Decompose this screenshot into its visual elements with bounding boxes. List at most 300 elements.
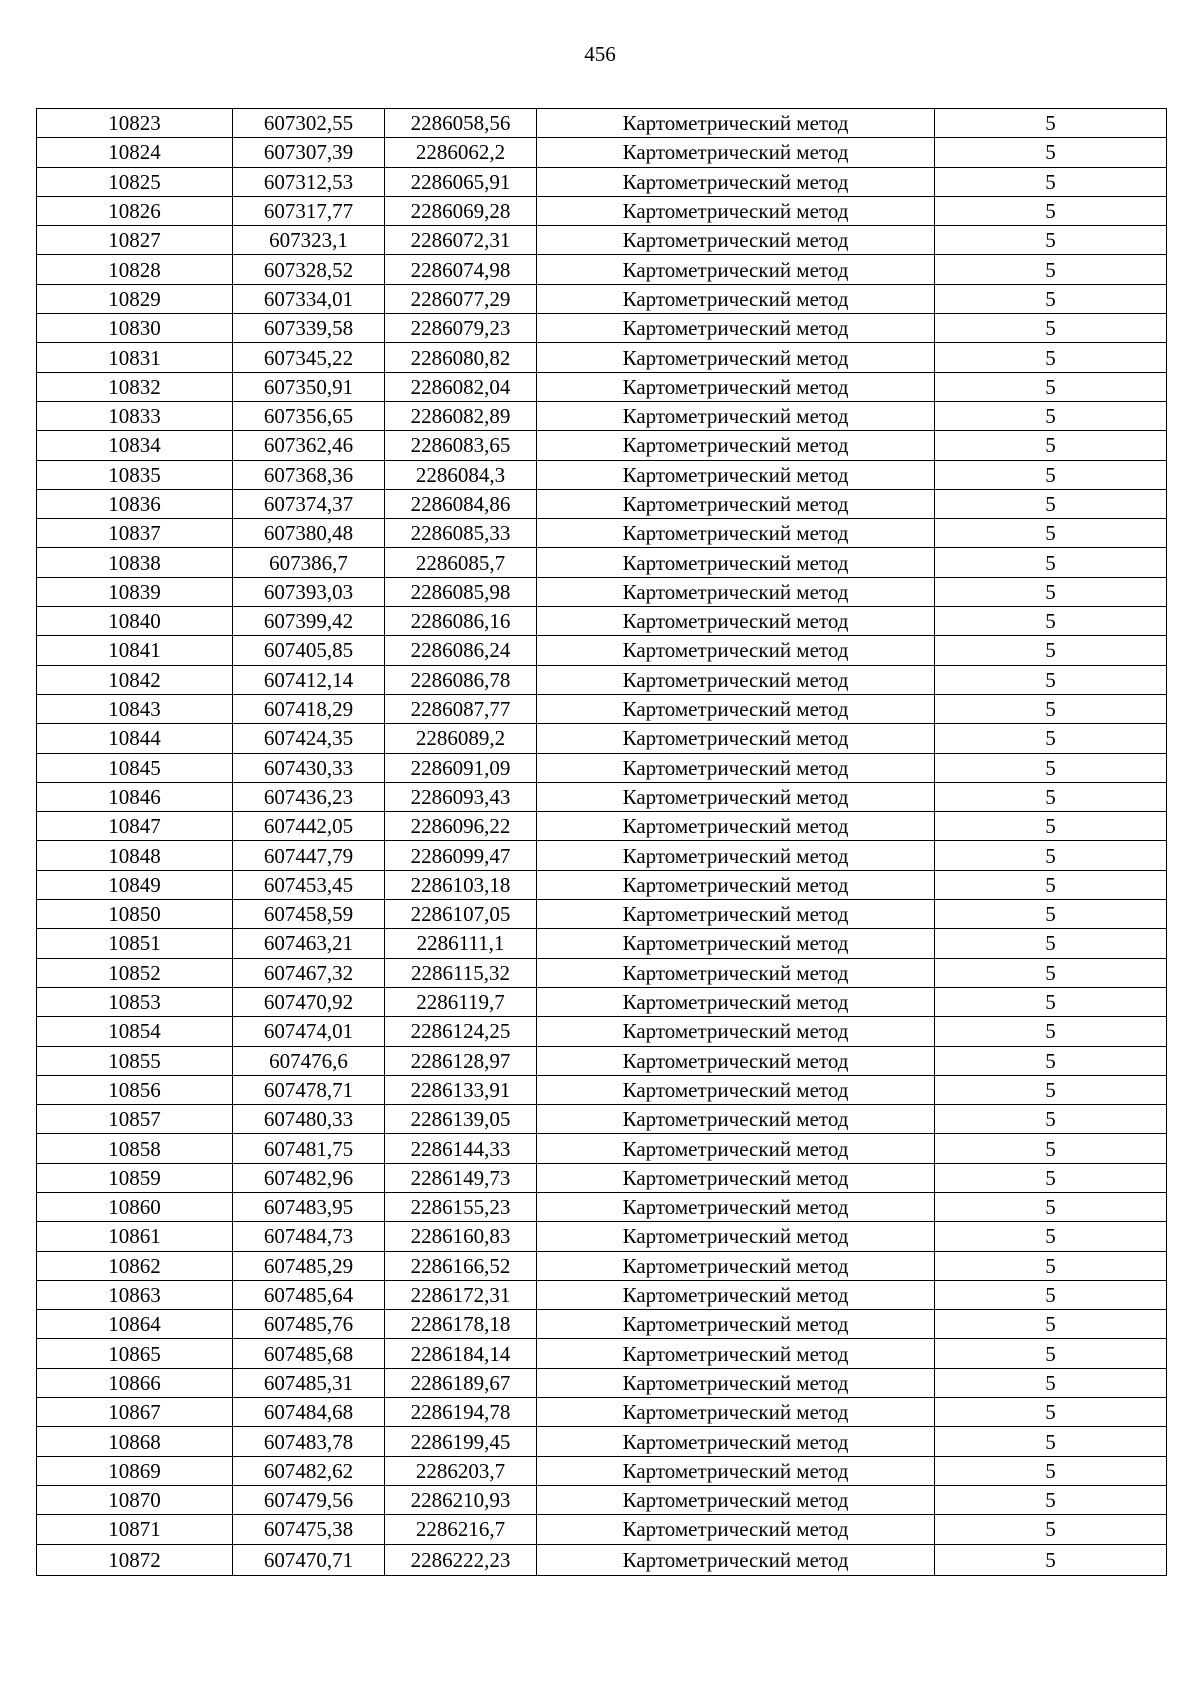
y-coordinate-cell: 2286189,67	[385, 1368, 537, 1397]
accuracy-cell: 5	[935, 812, 1167, 841]
method-cell: Картометрический метод	[537, 1368, 935, 1397]
point-number-cell: 10857	[37, 1105, 233, 1134]
y-coordinate-cell: 2286178,18	[385, 1310, 537, 1339]
point-number-cell: 10846	[37, 782, 233, 811]
method-cell: Картометрический метод	[537, 1339, 935, 1368]
y-coordinate-cell: 2286096,22	[385, 812, 537, 841]
table-row	[37, 372, 1167, 401]
method-cell: Картометрический метод	[537, 548, 935, 577]
method-cell: Картометрический метод	[537, 372, 935, 401]
x-coordinate-cell: 607447,79	[233, 841, 385, 870]
table-row	[37, 548, 1167, 577]
accuracy-cell: 5	[935, 489, 1167, 518]
y-coordinate-cell: 2286144,33	[385, 1134, 537, 1163]
point-number-cell: 10869	[37, 1456, 233, 1485]
table-row	[37, 1075, 1167, 1104]
y-coordinate-cell: 2286139,05	[385, 1105, 537, 1134]
x-coordinate-cell: 607393,03	[233, 577, 385, 606]
y-coordinate-cell: 2286089,2	[385, 724, 537, 753]
accuracy-cell: 5	[935, 1163, 1167, 1192]
x-coordinate-cell: 607478,71	[233, 1075, 385, 1104]
y-coordinate-cell: 2286065,91	[385, 167, 537, 196]
method-cell: Картометрический метод	[537, 1192, 935, 1221]
point-number-cell: 10871	[37, 1515, 233, 1544]
x-coordinate-cell: 607368,36	[233, 460, 385, 489]
x-coordinate-cell: 607307,39	[233, 138, 385, 167]
y-coordinate-cell: 2286074,98	[385, 255, 537, 284]
table-row	[37, 1515, 1167, 1544]
accuracy-cell: 5	[935, 1310, 1167, 1339]
point-number-cell: 10832	[37, 372, 233, 401]
accuracy-cell: 5	[935, 1515, 1167, 1544]
table-row	[37, 724, 1167, 753]
y-coordinate-cell: 2286087,77	[385, 694, 537, 723]
x-coordinate-cell: 607481,75	[233, 1134, 385, 1163]
method-cell: Картометрический метод	[537, 607, 935, 636]
accuracy-cell: 5	[935, 782, 1167, 811]
point-number-cell: 10860	[37, 1192, 233, 1221]
table-row	[37, 109, 1167, 138]
point-number-cell: 10861	[37, 1222, 233, 1251]
method-cell: Картометрический метод	[537, 1485, 935, 1514]
method-cell: Картометрический метод	[537, 900, 935, 929]
point-number-cell: 10830	[37, 314, 233, 343]
point-number-cell: 10865	[37, 1339, 233, 1368]
table-row	[37, 812, 1167, 841]
table-row	[37, 489, 1167, 518]
x-coordinate-cell: 607484,68	[233, 1398, 385, 1427]
x-coordinate-cell: 607467,32	[233, 958, 385, 987]
accuracy-cell: 5	[935, 1544, 1167, 1575]
y-coordinate-cell: 2286082,89	[385, 401, 537, 430]
x-coordinate-cell: 607312,53	[233, 167, 385, 196]
point-number-cell: 10823	[37, 109, 233, 138]
table-row	[37, 900, 1167, 929]
accuracy-cell: 5	[935, 548, 1167, 577]
y-coordinate-cell: 2286160,83	[385, 1222, 537, 1251]
y-coordinate-cell: 2286082,04	[385, 372, 537, 401]
y-coordinate-cell: 2286194,78	[385, 1398, 537, 1427]
x-coordinate-cell: 607480,33	[233, 1105, 385, 1134]
table-row	[37, 314, 1167, 343]
accuracy-cell: 5	[935, 343, 1167, 372]
accuracy-cell: 5	[935, 1339, 1167, 1368]
method-cell: Картометрический метод	[537, 489, 935, 518]
x-coordinate-cell: 607334,01	[233, 284, 385, 313]
method-cell: Картометрический метод	[537, 314, 935, 343]
x-coordinate-cell: 607418,29	[233, 694, 385, 723]
method-cell: Картометрический метод	[537, 1398, 935, 1427]
accuracy-cell: 5	[935, 1456, 1167, 1485]
point-number-cell: 10828	[37, 255, 233, 284]
point-number-cell: 10835	[37, 460, 233, 489]
accuracy-cell: 5	[935, 255, 1167, 284]
x-coordinate-cell: 607399,42	[233, 607, 385, 636]
y-coordinate-cell: 2286086,16	[385, 607, 537, 636]
accuracy-cell: 5	[935, 665, 1167, 694]
method-cell: Картометрический метод	[537, 1075, 935, 1104]
x-coordinate-cell: 607483,95	[233, 1192, 385, 1221]
y-coordinate-cell: 2286133,91	[385, 1075, 537, 1104]
accuracy-cell: 5	[935, 284, 1167, 313]
accuracy-cell: 5	[935, 109, 1167, 138]
y-coordinate-cell: 2286093,43	[385, 782, 537, 811]
table-row	[37, 1046, 1167, 1075]
method-cell: Картометрический метод	[537, 284, 935, 313]
method-cell: Картометрический метод	[537, 460, 935, 489]
table-row	[37, 1222, 1167, 1251]
method-cell: Картометрический метод	[537, 343, 935, 372]
x-coordinate-cell: 607470,92	[233, 987, 385, 1016]
accuracy-cell: 5	[935, 1105, 1167, 1134]
table-row	[37, 1485, 1167, 1514]
table-row	[37, 196, 1167, 225]
y-coordinate-cell: 2286080,82	[385, 343, 537, 372]
accuracy-cell: 5	[935, 519, 1167, 548]
point-number-cell: 10858	[37, 1134, 233, 1163]
point-number-cell: 10854	[37, 1017, 233, 1046]
accuracy-cell: 5	[935, 1427, 1167, 1456]
method-cell: Картометрический метод	[537, 636, 935, 665]
table-row	[37, 1192, 1167, 1221]
table-row	[37, 636, 1167, 665]
table-row	[37, 255, 1167, 284]
x-coordinate-cell: 607436,23	[233, 782, 385, 811]
method-cell: Картометрический метод	[537, 1310, 935, 1339]
point-number-cell: 10842	[37, 665, 233, 694]
method-cell: Картометрический метод	[537, 665, 935, 694]
y-coordinate-cell: 2286222,23	[385, 1544, 537, 1575]
table-row	[37, 167, 1167, 196]
x-coordinate-cell: 607412,14	[233, 665, 385, 694]
accuracy-cell: 5	[935, 636, 1167, 665]
accuracy-cell: 5	[935, 607, 1167, 636]
point-number-cell: 10849	[37, 870, 233, 899]
table-row	[37, 1368, 1167, 1397]
point-number-cell: 10859	[37, 1163, 233, 1192]
page-number: 456	[584, 42, 616, 66]
table-row	[37, 577, 1167, 606]
accuracy-cell: 5	[935, 987, 1167, 1016]
x-coordinate-cell: 607485,29	[233, 1251, 385, 1280]
method-cell: Картометрический метод	[537, 1222, 935, 1251]
method-cell: Картометрический метод	[537, 577, 935, 606]
accuracy-cell: 5	[935, 958, 1167, 987]
x-coordinate-cell: 607463,21	[233, 929, 385, 958]
accuracy-cell: 5	[935, 929, 1167, 958]
method-cell: Картометрический метод	[537, 1251, 935, 1280]
method-cell: Картометрический метод	[537, 929, 935, 958]
point-number-cell: 10844	[37, 724, 233, 753]
accuracy-cell: 5	[935, 1017, 1167, 1046]
method-cell: Картометрический метод	[537, 1280, 935, 1309]
point-number-cell: 10843	[37, 694, 233, 723]
y-coordinate-cell: 2286084,86	[385, 489, 537, 518]
x-coordinate-cell: 607424,35	[233, 724, 385, 753]
x-coordinate-cell: 607485,76	[233, 1310, 385, 1339]
accuracy-cell: 5	[935, 314, 1167, 343]
accuracy-cell: 5	[935, 870, 1167, 899]
accuracy-cell: 5	[935, 753, 1167, 782]
x-coordinate-cell: 607484,73	[233, 1222, 385, 1251]
table-row	[37, 519, 1167, 548]
x-coordinate-cell: 607345,22	[233, 343, 385, 372]
table-row	[37, 1017, 1167, 1046]
method-cell: Картометрический метод	[537, 694, 935, 723]
method-cell: Картометрический метод	[537, 1046, 935, 1075]
x-coordinate-cell: 607485,68	[233, 1339, 385, 1368]
y-coordinate-cell: 2286083,65	[385, 431, 537, 460]
y-coordinate-cell: 2286072,31	[385, 226, 537, 255]
table-row	[37, 138, 1167, 167]
y-coordinate-cell: 2286111,1	[385, 929, 537, 958]
method-cell: Картометрический метод	[537, 1134, 935, 1163]
method-cell: Картометрический метод	[537, 1427, 935, 1456]
x-coordinate-cell: 607475,38	[233, 1515, 385, 1544]
y-coordinate-cell: 2286166,52	[385, 1251, 537, 1280]
y-coordinate-cell: 2286084,3	[385, 460, 537, 489]
accuracy-cell: 5	[935, 167, 1167, 196]
accuracy-cell: 5	[935, 900, 1167, 929]
point-number-cell: 10852	[37, 958, 233, 987]
method-cell: Картометрический метод	[537, 401, 935, 430]
point-number-cell: 10855	[37, 1046, 233, 1075]
x-coordinate-cell: 607482,62	[233, 1456, 385, 1485]
point-number-cell: 10870	[37, 1485, 233, 1514]
y-coordinate-cell: 2286079,23	[385, 314, 537, 343]
table-row	[37, 343, 1167, 372]
point-number-cell: 10862	[37, 1251, 233, 1280]
table-row	[37, 1280, 1167, 1309]
table-row	[37, 987, 1167, 1016]
y-coordinate-cell: 2286099,47	[385, 841, 537, 870]
accuracy-cell: 5	[935, 694, 1167, 723]
point-number-cell: 10853	[37, 987, 233, 1016]
point-number-cell: 10847	[37, 812, 233, 841]
point-number-cell: 10863	[37, 1280, 233, 1309]
y-coordinate-cell: 2286103,18	[385, 870, 537, 899]
accuracy-cell: 5	[935, 138, 1167, 167]
x-coordinate-cell: 607474,01	[233, 1017, 385, 1046]
point-number-cell: 10850	[37, 900, 233, 929]
y-coordinate-cell: 2286155,23	[385, 1192, 537, 1221]
accuracy-cell: 5	[935, 196, 1167, 225]
x-coordinate-cell: 607442,05	[233, 812, 385, 841]
accuracy-cell: 5	[935, 1485, 1167, 1514]
accuracy-cell: 5	[935, 1398, 1167, 1427]
x-coordinate-cell: 607350,91	[233, 372, 385, 401]
point-number-cell: 10837	[37, 519, 233, 548]
point-number-cell: 10864	[37, 1310, 233, 1339]
x-coordinate-cell: 607339,58	[233, 314, 385, 343]
point-number-cell: 10838	[37, 548, 233, 577]
method-cell: Картометрический метод	[537, 1163, 935, 1192]
table-row	[37, 460, 1167, 489]
x-coordinate-cell: 607482,96	[233, 1163, 385, 1192]
accuracy-cell: 5	[935, 841, 1167, 870]
x-coordinate-cell: 607374,37	[233, 489, 385, 518]
method-cell: Картометрический метод	[537, 519, 935, 548]
point-number-cell: 10824	[37, 138, 233, 167]
x-coordinate-cell: 607479,56	[233, 1485, 385, 1514]
accuracy-cell: 5	[935, 431, 1167, 460]
method-cell: Картометрический метод	[537, 1544, 935, 1575]
y-coordinate-cell: 2286062,2	[385, 138, 537, 167]
accuracy-cell: 5	[935, 1222, 1167, 1251]
table-row	[37, 841, 1167, 870]
table-row	[37, 782, 1167, 811]
x-coordinate-cell: 607483,78	[233, 1427, 385, 1456]
y-coordinate-cell: 2286203,7	[385, 1456, 537, 1485]
x-coordinate-cell: 607323,1	[233, 226, 385, 255]
method-cell: Картометрический метод	[537, 196, 935, 225]
accuracy-cell: 5	[935, 1251, 1167, 1280]
y-coordinate-cell: 2286085,33	[385, 519, 537, 548]
point-number-cell: 10867	[37, 1398, 233, 1427]
x-coordinate-cell: 607405,85	[233, 636, 385, 665]
x-coordinate-cell: 607453,45	[233, 870, 385, 899]
method-cell: Картометрический метод	[537, 724, 935, 753]
table-row	[37, 958, 1167, 987]
y-coordinate-cell: 2286085,98	[385, 577, 537, 606]
point-number-cell: 10872	[37, 1544, 233, 1575]
table-row	[37, 284, 1167, 313]
accuracy-cell: 5	[935, 1192, 1167, 1221]
method-cell: Картометрический метод	[537, 138, 935, 167]
point-number-cell: 10831	[37, 343, 233, 372]
method-cell: Картометрический метод	[537, 870, 935, 899]
table-row	[37, 753, 1167, 782]
method-cell: Картометрический метод	[537, 958, 935, 987]
table-row	[37, 870, 1167, 899]
method-cell: Картометрический метод	[537, 782, 935, 811]
method-cell: Картометрический метод	[537, 167, 935, 196]
x-coordinate-cell: 607328,52	[233, 255, 385, 284]
method-cell: Картометрический метод	[537, 255, 935, 284]
point-number-cell: 10845	[37, 753, 233, 782]
table-row	[37, 226, 1167, 255]
method-cell: Картометрический метод	[537, 987, 935, 1016]
y-coordinate-cell: 2286086,78	[385, 665, 537, 694]
point-number-cell: 10834	[37, 431, 233, 460]
method-cell: Картометрический метод	[537, 1105, 935, 1134]
x-coordinate-cell: 607430,33	[233, 753, 385, 782]
table-row	[37, 1398, 1167, 1427]
x-coordinate-cell: 607485,31	[233, 1368, 385, 1397]
x-coordinate-cell: 607302,55	[233, 109, 385, 138]
accuracy-cell: 5	[935, 401, 1167, 430]
point-number-cell: 10851	[37, 929, 233, 958]
method-cell: Картометрический метод	[537, 841, 935, 870]
y-coordinate-cell: 2286115,32	[385, 958, 537, 987]
table-row	[37, 431, 1167, 460]
method-cell: Картометрический метод	[537, 1456, 935, 1485]
point-number-cell: 10856	[37, 1075, 233, 1104]
table-row	[37, 1544, 1167, 1575]
y-coordinate-cell: 2286184,14	[385, 1339, 537, 1368]
point-number-cell: 10829	[37, 284, 233, 313]
accuracy-cell: 5	[935, 1075, 1167, 1104]
table-row	[37, 1339, 1167, 1368]
point-number-cell: 10866	[37, 1368, 233, 1397]
accuracy-cell: 5	[935, 724, 1167, 753]
x-coordinate-cell: 607356,65	[233, 401, 385, 430]
point-number-cell: 10841	[37, 636, 233, 665]
y-coordinate-cell: 2286210,93	[385, 1485, 537, 1514]
method-cell: Картометрический метод	[537, 812, 935, 841]
y-coordinate-cell: 2286119,7	[385, 987, 537, 1016]
point-number-cell: 10827	[37, 226, 233, 255]
table-row	[37, 1456, 1167, 1485]
table-row	[37, 665, 1167, 694]
y-coordinate-cell: 2286107,05	[385, 900, 537, 929]
point-number-cell: 10839	[37, 577, 233, 606]
y-coordinate-cell: 2286199,45	[385, 1427, 537, 1456]
accuracy-cell: 5	[935, 1134, 1167, 1163]
x-coordinate-cell: 607362,46	[233, 431, 385, 460]
method-cell: Картометрический метод	[537, 109, 935, 138]
x-coordinate-cell: 607386,7	[233, 548, 385, 577]
y-coordinate-cell: 2286086,24	[385, 636, 537, 665]
table-row	[37, 401, 1167, 430]
x-coordinate-cell: 607458,59	[233, 900, 385, 929]
x-coordinate-cell: 607380,48	[233, 519, 385, 548]
table-row	[37, 1163, 1167, 1192]
method-cell: Картометрический метод	[537, 226, 935, 255]
accuracy-cell: 5	[935, 226, 1167, 255]
y-coordinate-cell: 2286069,28	[385, 196, 537, 225]
coordinates-table	[36, 108, 1167, 1576]
table-row	[37, 1134, 1167, 1163]
y-coordinate-cell: 2286124,25	[385, 1017, 537, 1046]
y-coordinate-cell: 2286085,7	[385, 548, 537, 577]
y-coordinate-cell: 2286149,73	[385, 1163, 537, 1192]
point-number-cell: 10840	[37, 607, 233, 636]
accuracy-cell: 5	[935, 577, 1167, 606]
table-row	[37, 1105, 1167, 1134]
accuracy-cell: 5	[935, 372, 1167, 401]
y-coordinate-cell: 2286128,97	[385, 1046, 537, 1075]
method-cell: Картометрический метод	[537, 1515, 935, 1544]
method-cell: Картометрический метод	[537, 1017, 935, 1046]
point-number-cell: 10868	[37, 1427, 233, 1456]
x-coordinate-cell: 607470,71	[233, 1544, 385, 1575]
x-coordinate-cell: 607476,6	[233, 1046, 385, 1075]
table-row	[37, 1310, 1167, 1339]
accuracy-cell: 5	[935, 1368, 1167, 1397]
x-coordinate-cell: 607485,64	[233, 1280, 385, 1309]
accuracy-cell: 5	[935, 460, 1167, 489]
table-row	[37, 694, 1167, 723]
y-coordinate-cell: 2286091,09	[385, 753, 537, 782]
accuracy-cell: 5	[935, 1280, 1167, 1309]
point-number-cell: 10833	[37, 401, 233, 430]
method-cell: Картометрический метод	[537, 431, 935, 460]
point-number-cell: 10826	[37, 196, 233, 225]
table-row	[37, 1251, 1167, 1280]
y-coordinate-cell: 2286058,56	[385, 109, 537, 138]
accuracy-cell: 5	[935, 1046, 1167, 1075]
y-coordinate-cell: 2286077,29	[385, 284, 537, 313]
table-body	[37, 109, 1167, 1576]
y-coordinate-cell: 2286216,7	[385, 1515, 537, 1544]
point-number-cell: 10848	[37, 841, 233, 870]
table-row	[37, 607, 1167, 636]
table-row	[37, 929, 1167, 958]
point-number-cell: 10836	[37, 489, 233, 518]
method-cell: Картометрический метод	[537, 753, 935, 782]
y-coordinate-cell: 2286172,31	[385, 1280, 537, 1309]
